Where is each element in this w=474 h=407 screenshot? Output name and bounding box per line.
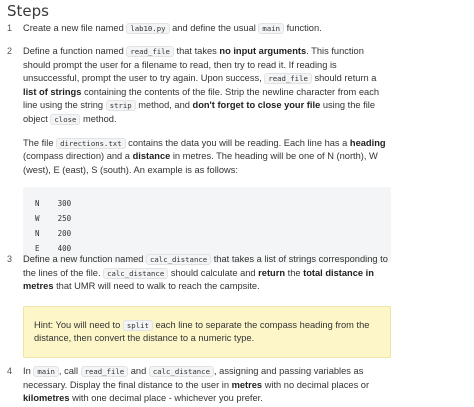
inline-code: read_file [126, 46, 174, 57]
step-number: 4 [7, 366, 13, 376]
code-line: N 300 [35, 199, 72, 209]
inline-code: lab10.py [126, 23, 169, 34]
step-number: 3 [7, 254, 13, 264]
inline-code: read_file [81, 366, 129, 377]
inline-code: split [123, 320, 153, 331]
step-paragraph: The file directions.txt contains the data you will be reading. Each line has a heading (compass direction) and a distance in metres. The heading will be one of N (north), W (west), E (east), S (south). An example is as follows: [23, 137, 386, 175]
step-paragraph: Define a new function named calc_distance that takes a list of strings corresponding to the lines of the file. calc_distance should calculate and return the total distance in metres that UMR will need to walk to reach the campsite. [23, 254, 388, 292]
step-body [23, 45, 391, 263]
step-2 [7, 45, 391, 263]
inline-code: calc_distance [149, 366, 214, 377]
inline-code: read_file [264, 73, 312, 84]
inline-code: strip [106, 100, 136, 111]
code-line: W 250 [35, 214, 72, 224]
inline-code: calc_distance [103, 268, 168, 279]
page-title: Steps [7, 2, 49, 20]
step-text: Create a new file named lab10.py and define the usual main function. [23, 23, 322, 33]
step-1 [7, 22, 391, 36]
step-4 [7, 365, 391, 406]
code-line: E 400 [35, 244, 72, 254]
inline-code: close [50, 114, 80, 125]
code-line: N 200 [35, 229, 72, 239]
step-number: 1 [7, 23, 13, 33]
inline-code: directions.txt [56, 138, 126, 149]
inline-code: main [33, 366, 59, 377]
step-body [23, 253, 391, 358]
hint-box: Hint: You will need to split each line to separate the compass heading from the distance, then convert the distance to a numeric type. [23, 306, 391, 358]
example-code-block [23, 187, 391, 263]
step-number: 2 [7, 46, 13, 56]
step-3 [7, 253, 391, 358]
step-text: In main , call read_file and calc_distance , assigning and passing variables as necessary. Display the final distance to the user in metres with no decimal places or kilometres with one decimal place - whichever you prefer. [23, 366, 370, 404]
step-paragraph: Define a function named read_file that takes no input arguments. This function should prompt the user for a filename to read, then try to read it. If reading is unsuccessful, prompt the user to try again. Upon success, read_file should return a list of strings containing the contents of the file. Strip the newline character from each line using the string strip method, and don't forget to close your file using the file object close method. [23, 46, 380, 124]
inline-code: calc_distance [146, 254, 211, 265]
inline-code: main [258, 23, 284, 34]
